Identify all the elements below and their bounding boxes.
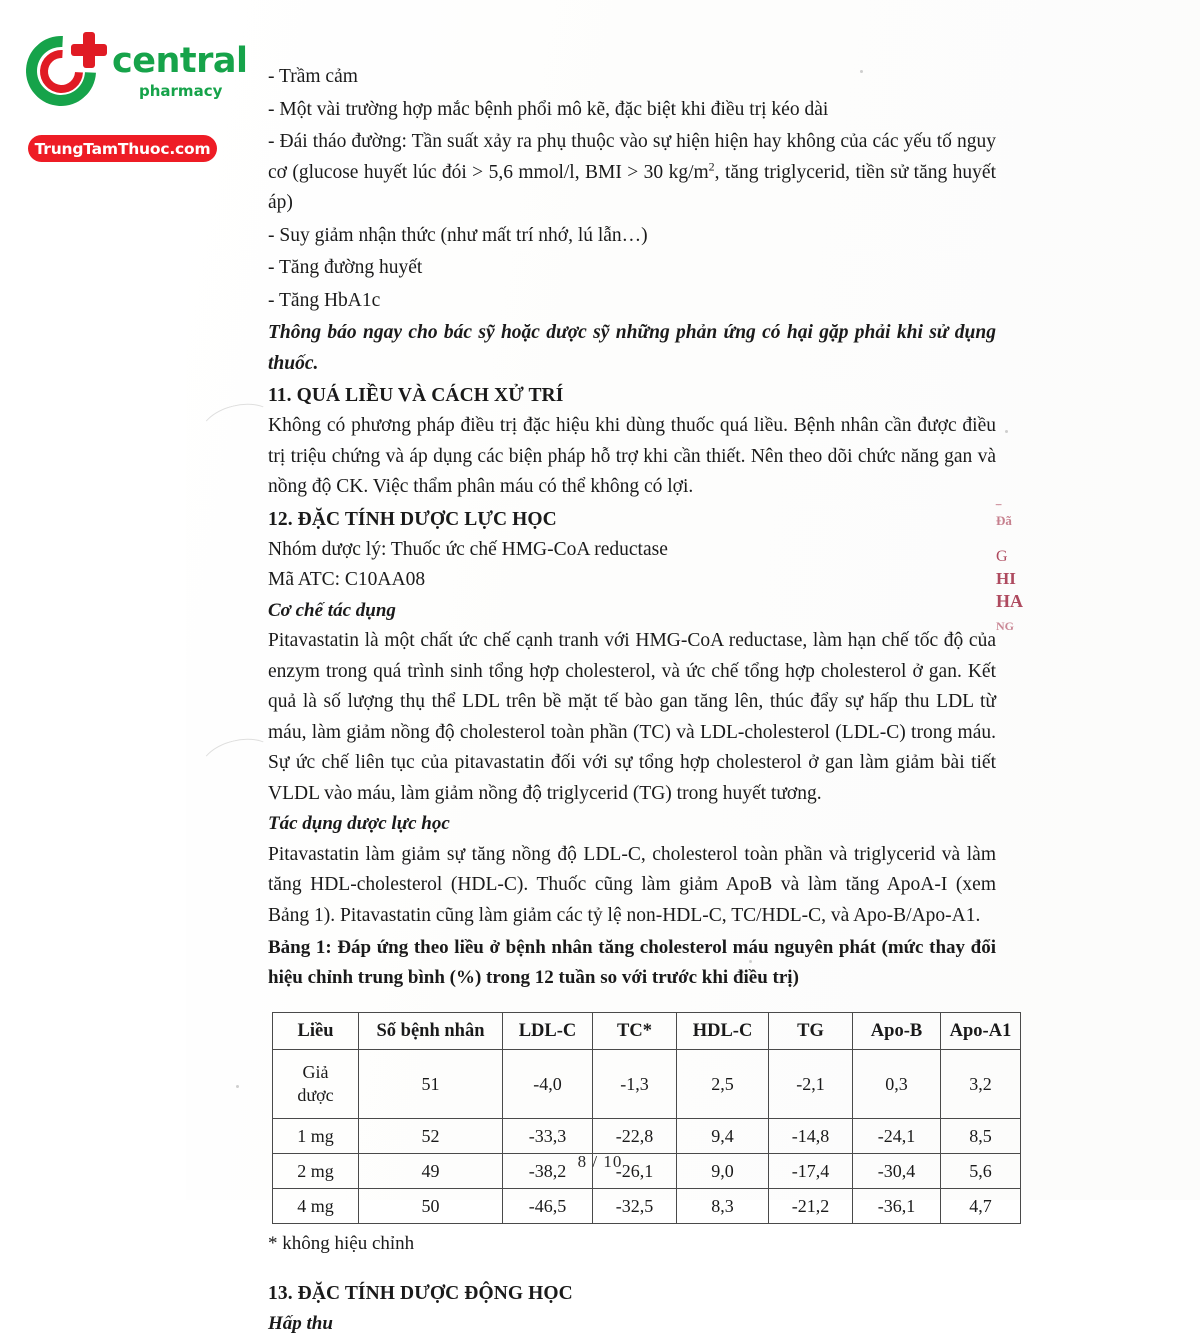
stamp-line: NG	[996, 619, 1014, 633]
stamp-line: HA	[996, 591, 1023, 611]
pharmacodynamic-effects-body: Pitavastatin làm giảm sự tăng nồng độ LDL-C, cholesterol toàn phần và triglycerid và làm tăng HDL-cholesterol (HDL-C). Thuốc cũng làm giảm ApoB và làm tăng ApoA-I (xem Bảng 1). Pitavastatin cũng làm giảm các tỷ lệ non-HDL-C, TC/HDL-C, và Apo-B/Apo-A1.	[268, 843, 996, 926]
cell-ldl-c: -4,0	[503, 1050, 593, 1119]
cell-apo-b: -30,4	[853, 1154, 941, 1189]
superscript-two: 2	[708, 159, 715, 173]
cell-apo-a1: 8,5	[941, 1119, 1021, 1154]
cell-apo-b: 0,3	[853, 1050, 941, 1119]
cell-patients: 51	[359, 1050, 503, 1119]
absorption-heading: Hấp thu	[268, 1313, 333, 1334]
cell-tc: -32,5	[593, 1189, 677, 1224]
cell-tc: -1,3	[593, 1050, 677, 1119]
logo-mark-icon	[26, 30, 108, 112]
central-pharmacy-logo	[12, 22, 248, 158]
adverse-effect-bullet: - Tăng HbA1c	[268, 289, 381, 311]
cell-tg: -21,2	[769, 1189, 853, 1224]
cell-tg: -2,1	[769, 1050, 853, 1119]
cell-apo-b: -36,1	[853, 1189, 941, 1224]
mechanism-of-action-heading: Cơ chế tác dụng	[268, 599, 396, 621]
column-header-hdl-c: HDL-C	[677, 1013, 769, 1050]
cell-tg: -17,4	[769, 1154, 853, 1189]
page-number-footer: 8 / 10	[577, 1152, 623, 1171]
dose-response-table	[272, 1012, 1021, 1224]
cell-tc: -26,1	[593, 1154, 677, 1189]
cell-tg: -14,8	[769, 1119, 853, 1154]
column-header-dose: Liều	[273, 1013, 359, 1050]
scan-speck	[1005, 430, 1008, 433]
column-header-ldl-c: LDL-C	[503, 1013, 593, 1050]
diabetes-text-part1: - Đái tháo đường: Tần suất xảy ra phụ thuộc vào sự hiện hiện hay không của các yếu tố nguy cơ (glucose huyết lúc đói > 5,6 mmol/l, BMI > 30 kg/m	[268, 131, 996, 183]
section-11-body: Không có phương pháp điều trị đặc hiệu khi dùng thuốc quá liều. Bệnh nhân cần được điều trị triệu chứng và áp dụng các biện pháp hỗ trợ khi cần thiết. Nên theo dõi chức năng gan và nồng độ CK. Việc thẩm phân máu có thể không có lợi.	[268, 415, 996, 497]
cell-dose-line1: Giả	[302, 1062, 329, 1082]
table-header-row	[273, 1013, 1021, 1050]
table-row	[273, 1189, 1021, 1224]
cell-tc: -22,8	[593, 1119, 677, 1154]
cell-hdl-c: 8,3	[677, 1189, 769, 1224]
column-header-apo-a1: Apo-A1	[941, 1013, 1021, 1050]
cell-patients: 52	[359, 1119, 503, 1154]
cell-ldl-c: -38,2	[503, 1154, 593, 1189]
adverse-effect-bullet-diabetes	[268, 127, 996, 219]
scan-speck	[236, 1085, 239, 1088]
table-row	[273, 1119, 1021, 1154]
section-13-heading: 13. ĐẶC TÍNH DƯỢC ĐỘNG HỌC	[268, 1283, 573, 1304]
cell-patients: 49	[359, 1154, 503, 1189]
section-11-heading: 11. QUÁ LIỀU VÀ CÁCH XỬ TRÍ	[268, 385, 564, 406]
stamp-line: ــ	[996, 497, 1002, 507]
mechanism-of-action-body: Pitavastatin là một chất ức chế cạnh tranh với HMG-CoA reductase, làm hạn chế tốc độ của enzym trong quá trình sinh tổng hợp cholesterol, và ức chế tổng hợp cholesterol ở gan. Kết quả là số lượng thụ thể LDL trên bề mặt tế bào gan tăng lên, thúc đẩy sự hấp thu LDL từ máu, làm giảm nồng độ cholesterol toàn phần (TC) và LDL-cholesterol (LDL-C) trong máu. Sự ức chế liên tục của pitavastatin đối với sự tổng hợp cholesterol ở gan làm giảm bài tiết VLDL vào máu, làm giảm nồng độ triglycerid (TG) trong huyết tương.	[268, 630, 996, 804]
cell-apo-a1: 3,2	[941, 1050, 1021, 1119]
site-url-banner: TrungTamThuoc.com	[28, 135, 217, 162]
adverse-effect-bullet: - Một vài trường hợp mắc bệnh phổi mô kẽ, đặc biệt khi điều trị kéo dài	[268, 98, 829, 120]
stamp-line: G	[996, 548, 1008, 565]
column-header-patients: Số bệnh nhân	[359, 1013, 503, 1050]
logo-wordmark: central	[112, 41, 248, 81]
table-1-caption: Bảng 1: Đáp ứng theo liều ở bệnh nhân tăng cholesterol máu nguyên phát (mức thay đổi hiệu chỉnh trung bình (%) trong 12 tuần so với trước khi điều trị)	[268, 937, 996, 988]
cell-ldl-c: -46,5	[503, 1189, 593, 1224]
atc-code: Mã ATC: C10AA08	[268, 569, 426, 590]
adverse-effect-bullet: - Trầm cảm	[268, 66, 358, 87]
cell-patients: 50	[359, 1189, 503, 1224]
cell-dose-line2: dược	[297, 1085, 334, 1105]
medical-cross-icon	[71, 32, 107, 68]
cell-dose: 4 mg	[273, 1189, 359, 1224]
cell-dose	[273, 1050, 359, 1119]
column-header-tc: TC*	[593, 1013, 677, 1050]
cell-hdl-c: 9,0	[677, 1154, 769, 1189]
diabetes-text-part2: , tăng triglycerid, tiền sử tăng huyết áp)	[268, 161, 996, 213]
stamp-line: HI	[996, 569, 1016, 588]
logo-subtitle: pharmacy	[139, 82, 223, 100]
stamp-line: Đã	[996, 513, 1012, 528]
table-row	[273, 1050, 1021, 1119]
cell-hdl-c: 2,5	[677, 1050, 769, 1119]
report-adverse-reactions-notice: Thông báo ngay cho bác sỹ hoặc dược sỹ những phản ứng có hại gặp phải khi sử dụng thuốc.	[268, 322, 996, 374]
table-footnote: * không hiệu chỉnh	[268, 1233, 415, 1254]
pharmacodynamic-effects-heading: Tác dụng dược lực học	[268, 813, 450, 834]
pharmacological-group: Nhóm dược lý: Thuốc ức chế HMG-CoA reductase	[268, 538, 668, 560]
adverse-effect-bullet: - Suy giảm nhận thức (như mất trí nhớ, lú lẫn…)	[268, 224, 648, 246]
column-header-tg: TG	[769, 1013, 853, 1050]
cell-ldl-c: -33,3	[503, 1119, 593, 1154]
cell-hdl-c: 9,4	[677, 1119, 769, 1154]
column-header-apo-b: Apo-B	[853, 1013, 941, 1050]
cell-apo-a1: 4,7	[941, 1189, 1021, 1224]
adverse-effect-bullet: - Tăng đường huyết	[268, 257, 423, 278]
cell-apo-b: -24,1	[853, 1119, 941, 1154]
cell-apo-a1: 5,6	[941, 1154, 1021, 1189]
cell-dose: 1 mg	[273, 1119, 359, 1154]
cell-dose: 2 mg	[273, 1154, 359, 1189]
section-12-heading: 12. ĐẶC TÍNH DƯỢC LỰC HỌC	[268, 508, 557, 530]
red-stamp-fragment	[994, 495, 1040, 640]
